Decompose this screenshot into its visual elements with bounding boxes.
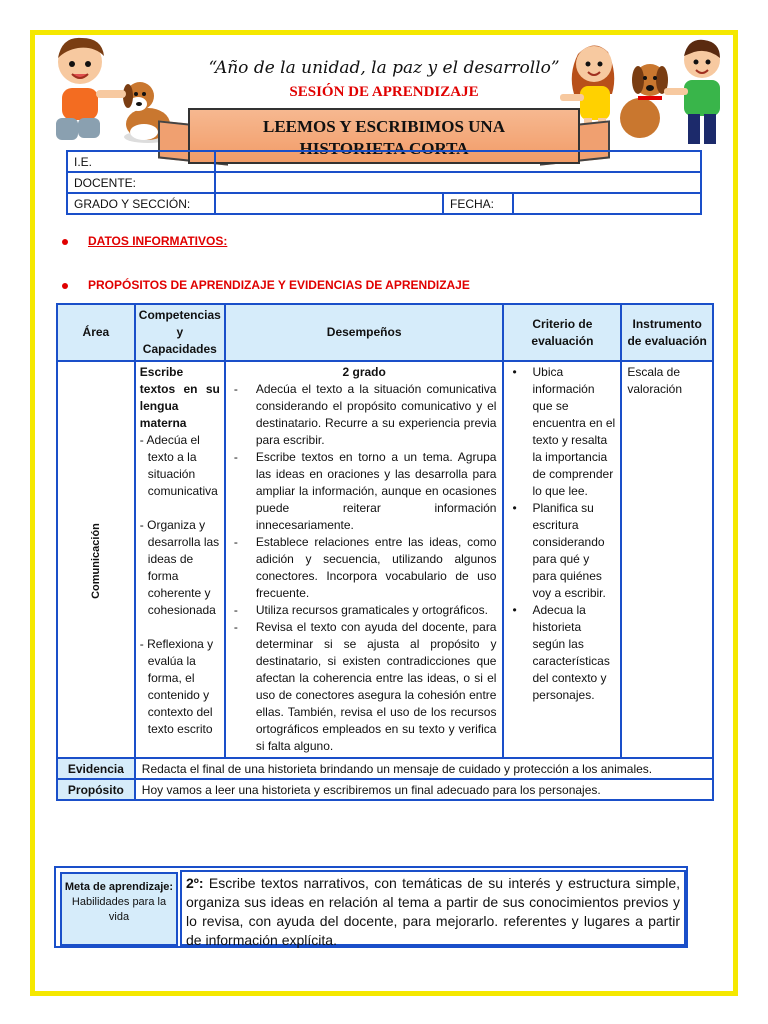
desempeno-item: - Establece relaciones entre las ideas, como adición y secuencia, utilizando algunos conectores. Incorpora vocabulario de uso frecuente. — [232, 534, 497, 602]
datos-informativos-heading: DATOS INFORMATIVOS: — [62, 234, 227, 248]
meta-aprendizaje-box — [54, 866, 688, 948]
meta-text — [180, 870, 686, 946]
criterio-item: • Adecua la historieta según las características del contexto y personajes. — [508, 602, 616, 704]
area-cell — [57, 361, 135, 758]
proposito-text: Hoy vamos a leer una historieta y escribiremos un final adecuado para los personajes. — [135, 779, 713, 800]
meta-grade-prefix: 2º: — [186, 875, 204, 891]
criterio-item: • Planifica su escritura considerando para qué y para quiénes voy a escribir. — [508, 500, 616, 602]
grado-label: GRADO Y SECCIÓN: — [67, 193, 215, 214]
desempeno-item: - Escribe textos en torno a un tema. Agrupa las ideas en oraciones y las desarrolla para ampliar la información, aunque en ocasiones puede reiterar información innecesariamente. — [232, 449, 497, 534]
session-title: SESIÓN DE APRENDIZAJE — [289, 84, 479, 100]
meta-label-title: Meta de aprendizaje: — [64, 881, 174, 893]
meta-label-subtitle: Habilidades para la vida — [71, 896, 167, 923]
criterio-cell — [503, 361, 621, 758]
header-criterio: Criterio de evaluación — [503, 304, 621, 361]
evidencia-text: Redacta el final de una historieta brindando un mensaje de cuidado y protección a los animales. — [135, 758, 713, 779]
info-table — [66, 150, 702, 215]
proposito-label: Propósito — [57, 779, 135, 800]
fecha-field[interactable] — [513, 193, 701, 214]
capacidad-item: - Organiza y desarrolla las ideas de forma coherente y cohesionada — [139, 518, 220, 617]
ie-label: I.E. — [67, 151, 215, 172]
meta-description: Escribe textos narrativos, con temáticas de su interés y estructura simple, organiza sus ideas en relación al tema a partir de sus conocimientos previos y lo revisa, con ayuda del docente, para mejorarlo. referentes y lugares a partir de información explícita. — [186, 875, 680, 948]
propositos-table — [56, 303, 714, 801]
banner-title-line2: HISTORIETA CORTA — [299, 139, 469, 158]
desempenos-cell — [225, 361, 504, 758]
propositos-heading: PROPÓSITOS DE APRENDIZAJE Y EVIDENCIAS DE APRENDIZAJE — [62, 278, 470, 292]
instrumento-cell: Escala de valoración — [621, 361, 713, 758]
header-instrumento: Instrumento de evaluación — [621, 304, 713, 361]
bullet-icon — [62, 283, 68, 289]
desempeno-item: - Revisa el texto con ayuda del docente, para determinar si se ajusta al propósito y destinatario, si existen contradicciones que afectan la coherencia entre las ideas, o si el uso de conectores asegura la cohesión entre ellas. También, revisa el uso de los recursos ortográficos empleados en su texto y verifica si falta alguno. — [232, 619, 497, 755]
desempeno-item: - Utiliza recursos gramaticales y ortográficos. — [232, 602, 497, 619]
header-desempenos: Desempeños — [225, 304, 504, 361]
competencia-title: Escribe textos en su lengua materna — [139, 365, 220, 430]
grade-label: 2 grado — [342, 365, 386, 379]
docente-field[interactable] — [215, 172, 701, 193]
fecha-label: FECHA: — [443, 193, 513, 214]
capacidad-item: - Reflexiona y evalúa la forma, el contenido y contexto del texto escrito — [139, 637, 214, 736]
banner-title-line1: LEEMOS Y ESCRIBIMOS UNA — [263, 117, 505, 136]
capacidad-item: - Adecúa el texto a la situación comunicativa — [139, 433, 218, 498]
area-value: Comunicación — [89, 522, 102, 599]
docente-label: DOCENTE: — [67, 172, 215, 193]
motto-text: “Año de la unidad, la paz y el desarrollo” — [208, 58, 560, 78]
header-competencias: Competencias y Capacidades — [135, 304, 225, 361]
ie-field[interactable] — [215, 151, 701, 172]
grado-field[interactable] — [215, 193, 443, 214]
bullet-icon — [62, 239, 68, 245]
desempeno-item: - Adecúa el texto a la situación comunicativa considerando el propósito comunicativo y el destinatario. Recurre a su experiencia previa para escribir. — [232, 381, 497, 449]
evidencia-label: Evidencia — [57, 758, 135, 779]
meta-label — [60, 872, 178, 946]
header-area: Área — [57, 304, 135, 361]
competencias-cell — [135, 361, 225, 758]
criterio-item: • Ubica información que se encuentra en el texto y resalta la importancia de comprender lo que lee. — [508, 364, 616, 500]
